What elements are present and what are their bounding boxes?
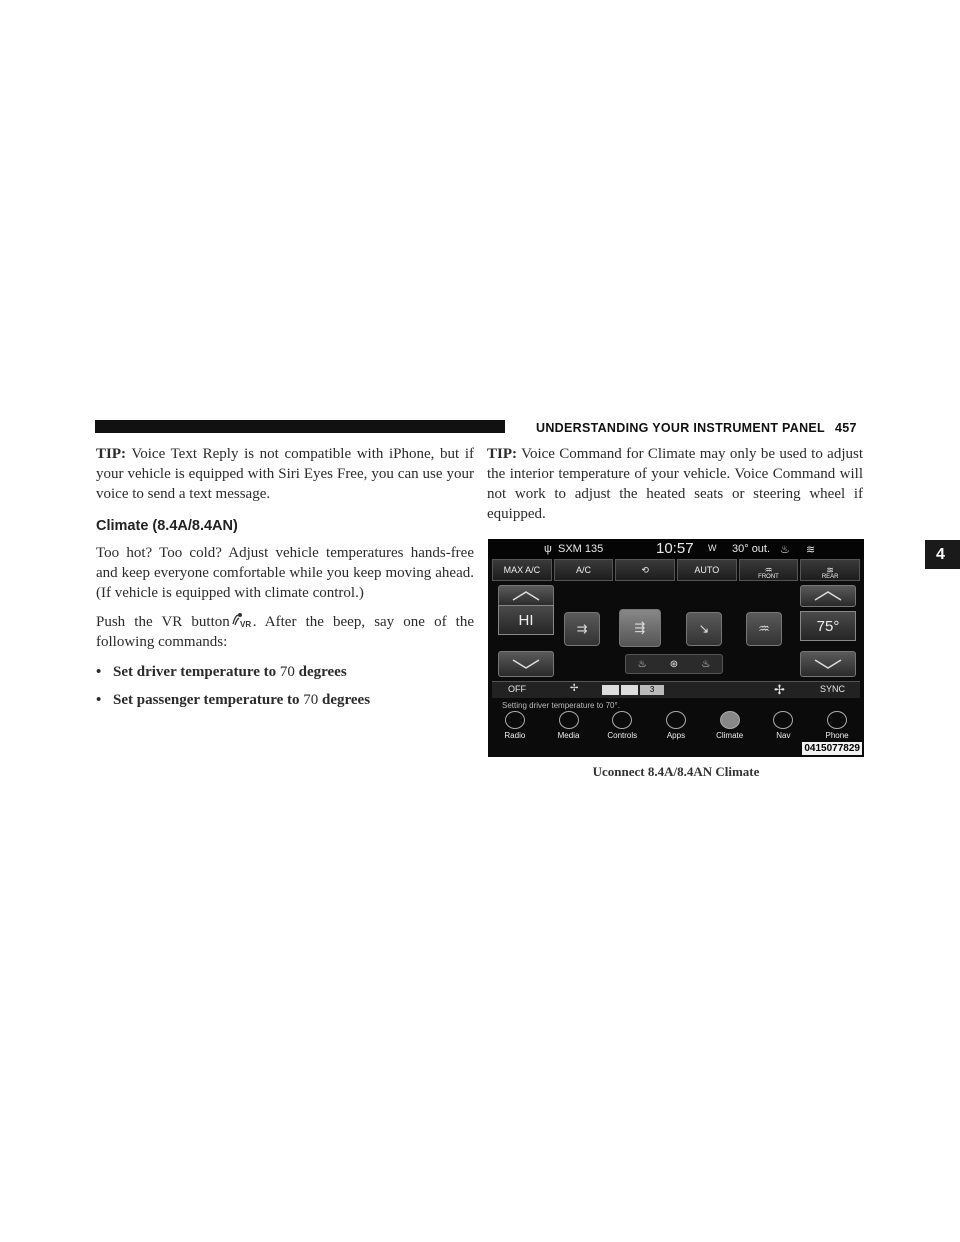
- tip-label: TIP:: [96, 446, 126, 462]
- nav-phone[interactable]: Phone: [812, 709, 862, 739]
- radio-icon: [505, 711, 525, 729]
- vent-bilevel-icon: ⇶: [634, 620, 646, 635]
- chevron-up-icon: [801, 586, 855, 606]
- outside-temp: 30° out.: [732, 543, 771, 555]
- tip-label: TIP:: [487, 446, 517, 462]
- fan-row: [492, 681, 860, 698]
- svg-text:VR: VR: [239, 620, 251, 628]
- vr-instruction-end: . After the beep, say one of the following commands:: [96, 614, 475, 650]
- mode-panel-button[interactable]: [564, 612, 600, 646]
- page-number: 457: [834, 421, 857, 435]
- fan-off-button[interactable]: OFF: [508, 684, 526, 694]
- chevron-down-icon: [499, 652, 553, 676]
- clock: 10:57: [656, 540, 694, 557]
- image-code: 0415077829: [804, 743, 860, 754]
- rear-defrost-icon: ≋: [806, 544, 816, 556]
- compass: W: [708, 543, 717, 553]
- chapter-tab: 4: [925, 540, 960, 569]
- sync-button[interactable]: SYNC: [820, 684, 846, 694]
- rear-defrost-icon: ≋: [826, 564, 834, 575]
- driver-temp-up-button[interactable]: [498, 585, 554, 607]
- mode-defrost-floor-button[interactable]: [746, 612, 782, 646]
- tip-voice-command-climate: [487, 444, 863, 524]
- tip-voice-text-reply: [96, 444, 474, 504]
- mode-floor-button[interactable]: [686, 612, 722, 646]
- navigation-icon: [773, 711, 793, 729]
- vent-face-icon: ⇉: [576, 621, 588, 636]
- command-list: [96, 662, 474, 710]
- front-defrost-icon: ♒: [764, 564, 773, 575]
- station: SXM 135: [558, 543, 604, 555]
- front-defrost-button[interactable]: ♒ FRONT: [739, 559, 799, 581]
- climate-icon: [720, 711, 740, 729]
- controls-icon: [612, 711, 632, 729]
- passenger-temp: 75°: [800, 611, 856, 641]
- status-bar: [488, 539, 864, 559]
- list-item: • Set driver temperature to 70 degrees: [96, 664, 347, 680]
- voice-feedback-message: Setting driver temperature to 70°.: [502, 701, 620, 710]
- climate-screen-image: [488, 539, 864, 757]
- passenger-temp-up-button[interactable]: [800, 585, 856, 607]
- heated-wheel-icon: ♨: [780, 544, 790, 556]
- fan-speed-bar[interactable]: 3: [602, 685, 664, 695]
- heated-seat-icon[interactable]: ♨: [637, 658, 647, 670]
- mode-bilevel-button[interactable]: [619, 609, 661, 647]
- driver-temp: HI: [498, 605, 554, 635]
- media-icon: [559, 711, 579, 729]
- climate-intro: Too hot? Too cold? Adjust vehicle temperatures hands-free and keep everyone comfortable while you keep moving ahead. (If vehicle is equipped with climate control.): [96, 545, 474, 601]
- auto-button[interactable]: AUTO: [677, 559, 737, 581]
- recirculation-icon: ⟲: [641, 564, 649, 575]
- rear-defrost-button[interactable]: ≋ REAR: [800, 559, 860, 581]
- fan-low-icon[interactable]: ✢: [570, 683, 579, 694]
- steering-wheel-icon[interactable]: ⊛: [669, 658, 679, 670]
- section-title: UNDERSTANDING YOUR INSTRUMENT PANEL: [536, 421, 825, 435]
- max-ac-button[interactable]: MAX A/C: [492, 559, 552, 581]
- fan-high-icon[interactable]: ✢: [774, 682, 785, 697]
- vr-instruction: [96, 612, 474, 652]
- tip-text: Voice Command for Climate may only be used to adjust the interior temperature of your vehicle. Voice Command will not work to adjust the heated seats or steering wheel if equipped.: [487, 446, 863, 522]
- cooled-seat-icon[interactable]: ♨: [701, 658, 711, 670]
- left-column: [96, 444, 474, 718]
- nav-media[interactable]: Media: [544, 709, 594, 739]
- section-heading: Climate (8.4A/8.4AN): [96, 518, 238, 534]
- vent-floor-icon: ↘: [698, 621, 710, 636]
- tip-text: Voice Text Reply is not compatible with iPhone, but if your vehicle is equipped with Siri Eyes Free, you can use your voice to send a text message.: [96, 446, 474, 502]
- apps-icon: [666, 711, 686, 729]
- passenger-temp-down-button[interactable]: [800, 651, 856, 677]
- seat-controls: [625, 654, 723, 674]
- ac-button[interactable]: A/C: [554, 559, 614, 581]
- vent-defrost-icon: ♒: [758, 621, 770, 636]
- driver-temp-down-button[interactable]: [498, 651, 554, 677]
- climate-top-buttons: [492, 559, 860, 581]
- right-column: [487, 444, 863, 524]
- nav-nav[interactable]: Nav: [758, 709, 808, 739]
- vr-instruction-start: Push the VR button: [96, 614, 230, 630]
- chevron-up-icon: [499, 586, 553, 606]
- nav-apps[interactable]: Apps: [651, 709, 701, 739]
- chevron-down-icon: [801, 652, 855, 676]
- figure-caption: Uconnect 8.4A/8.4AN Climate: [592, 764, 760, 779]
- nav-climate[interactable]: Climate: [705, 709, 755, 739]
- header-rule: [95, 420, 505, 433]
- bottom-nav: [488, 709, 864, 739]
- list-item: • Set passenger temperature to 70 degrees: [96, 692, 371, 708]
- signal-icon: ψ: [544, 543, 552, 555]
- nav-controls[interactable]: Controls: [597, 709, 647, 739]
- voice-recognition-icon: [231, 612, 253, 628]
- phone-icon: [827, 711, 847, 729]
- nav-radio[interactable]: Radio: [490, 709, 540, 739]
- running-header: [536, 421, 857, 435]
- recirculation-button[interactable]: [615, 559, 675, 581]
